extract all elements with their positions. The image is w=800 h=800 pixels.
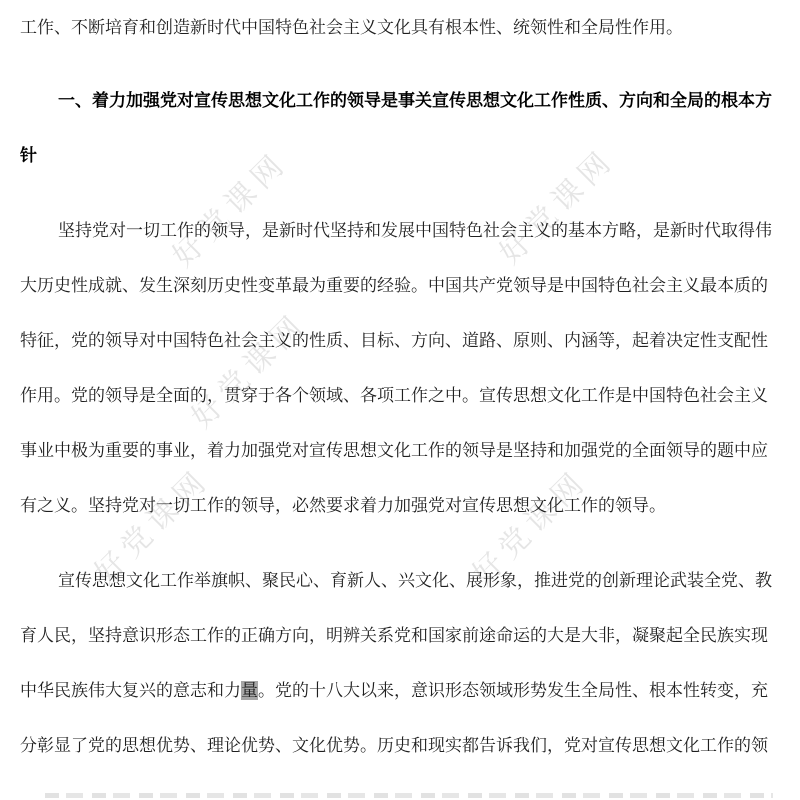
paragraph-2-line-1: 宣传思想文化工作举旗帜、聚民心、育新人、兴文化、展形象，推进党的创新理论武装全党、教 — [58, 571, 772, 590]
section-heading-line-2: 针 — [20, 146, 37, 165]
watermark-text: 好党课网 — [185, 306, 314, 435]
highlighted-character: 量 — [241, 681, 258, 700]
paragraph-1-line-1: 坚持党对一切工作的领导，是新时代坚持和发展中国特色社会主义的基本方略，是新时代取得伟 — [58, 221, 772, 240]
watermark-text: 好党课网 — [493, 142, 622, 271]
paragraph-2-line-4: 分彰显了党的思想优势、理论优势、文化优势。历史和现实都告诉我们，党对宣传思想文化工作的领 — [20, 736, 768, 755]
watermark-text: 好党课网 — [166, 145, 295, 274]
paragraph-1-line-6: 有之义。坚持党对一切工作的领导，必然要求着力加强党对宣传思想文化工作的领导。 — [20, 496, 666, 515]
paragraph-2-line-3-pre: 中华民族伟大复兴的意志和力 — [20, 681, 241, 700]
section-heading-line-1: 一、着力加强党对宣传思想文化工作的领导是事关宣传思想文化工作性质、方向和全局的根本方 — [58, 91, 772, 110]
watermark-text: 好党课网 — [88, 462, 217, 591]
paragraph-1-line-2: 大历史性成就、发生深刻历史性变革最为重要的经验。中国共产党领导是中国特色社会主义最本质的 — [20, 276, 768, 295]
watermark-text: 好党课网 — [466, 463, 595, 592]
paragraph-2-line-3-post: 。党的十八大以来，意识形态领域形势发生全局性、根本性转变，充 — [258, 681, 768, 700]
paragraph-2 — [20, 553, 780, 773]
section-heading — [20, 73, 780, 183]
intro-paragraph — [20, 0, 780, 55]
clipped-text-line — [45, 793, 773, 798]
paragraph-2-line-3 — [20, 663, 780, 718]
paragraph-1-line-4: 作用。党的领导是全面的，贯穿于各个领域、各项工作之中。宣传思想文化工作是中国特色社会主义 — [20, 386, 768, 405]
paragraph-1 — [20, 203, 780, 533]
paragraph-1-line-3: 特征，党的领导对中国特色社会主义的性质、目标、方向、道路、原则、内涵等，起着决定性支配性 — [20, 331, 768, 350]
paragraph-1-line-5: 事业中极为重要的事业，着力加强党对宣传思想文化工作的领导是坚持和加强党的全面领导的题中应 — [20, 441, 768, 460]
intro-line: 工作、不断培育和创造新时代中国特色社会主义文化具有根本性、统领性和全局性作用。 — [20, 18, 683, 37]
document-content — [20, 0, 780, 793]
paragraph-2-line-2: 育人民，坚持意识形态工作的正确方向，明辨关系党和国家前途命运的大是大非，凝聚起全民族实现 — [20, 626, 768, 645]
